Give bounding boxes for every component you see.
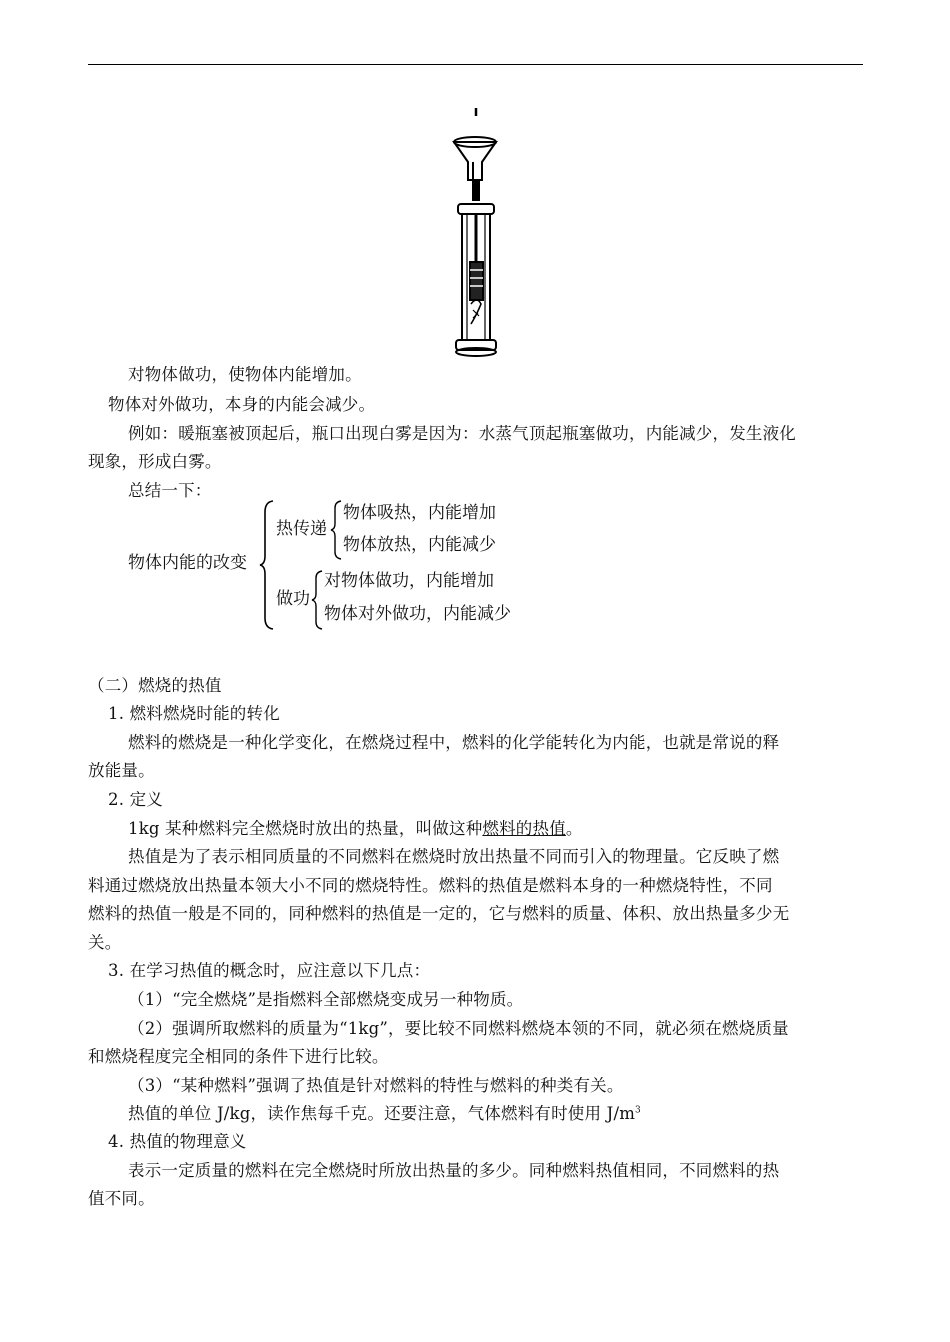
diagram-item: 对物体做功，内能增加: [324, 571, 494, 591]
sub-brace-icon: [311, 570, 323, 630]
diagram-branch-work: 做功: [276, 589, 310, 609]
paragraph: 燃料的热值一般是不同的，同种燃料的热值是一定的，它与燃料的质量、体积、放出热量多少无: [88, 904, 790, 923]
note-item: （1）“完全燃烧”是指燃料全部燃烧变成另一种物质。: [128, 990, 524, 1009]
paragraph: 热值是为了表示相同质量的不同燃料在燃烧时放出热量不同而引入的物理量。它反映了燃: [128, 847, 780, 866]
subsection-heading: 1. 燃料燃烧时能的转化: [108, 704, 280, 723]
paragraph: 关。: [88, 933, 122, 952]
paragraph: 表示一定质量的燃料在完全燃烧时所放出热量的多少。同种燃料热值相同，不同燃料的热: [128, 1161, 780, 1180]
subsection-heading: 3. 在学习热值的概念时，应注意以下几点：: [108, 961, 431, 980]
diagram-root: 物体内能的改变: [128, 553, 247, 573]
header-rule: [88, 64, 863, 65]
sub-brace-icon: [330, 500, 342, 560]
paragraph: 现象，形成白雾。: [88, 452, 222, 471]
paragraph: 燃料的燃烧是一种化学变化，在燃烧过程中，燃料的化学能转化为内能，也就是常说的释: [128, 733, 780, 752]
section-heading: （二）燃烧的热值: [88, 676, 222, 695]
paragraph: 对物体做功，使物体内能增加。: [128, 365, 362, 384]
note-item: 和燃烧程度完全相同的条件下进行比较。: [88, 1047, 389, 1066]
subsection-heading: 4. 热值的物理意义: [108, 1132, 247, 1151]
fire-syringe-illustration: [440, 104, 510, 359]
note-item: （2）强调所取燃料的质量为“1kg”，要比较不同燃料燃烧本领的不同，就必须在燃烧质量: [128, 1019, 789, 1038]
diagram-branch-heat-transfer: 热传递: [276, 519, 327, 539]
diagram-item: 物体对外做功，内能减少: [324, 604, 511, 624]
paragraph: 料通过燃烧放出热量本领大小不同的燃烧特性。燃料的热值是燃料本身的一种燃烧特性，不同: [88, 876, 773, 895]
note-item: （3）“某种燃料”强调了热值是针对燃料的特性与燃料的种类有关。: [128, 1076, 624, 1095]
underlined-term: 燃料的热值: [482, 819, 566, 838]
paragraph: 总结一下：: [128, 481, 212, 500]
paragraph: 放能量。: [88, 761, 155, 780]
paragraph: 值不同。: [88, 1189, 155, 1208]
subsection-heading: 2. 定义: [108, 790, 163, 809]
paragraph: 热值的单位 J/kg，读作焦每千克。还要注意，气体燃料有时使用 $J/m^3$: [128, 1104, 641, 1123]
diagram-item: 物体吸热，内能增加: [343, 503, 496, 523]
main-brace-icon: [259, 500, 275, 630]
diagram-item: 物体放热，内能减少: [343, 535, 496, 555]
paragraph: 1kg 某种燃料完全燃烧时放出的热量，叫做这种燃料的热值。: [128, 819, 583, 838]
paragraph: 物体对外做功，本身的内能会减少。: [108, 395, 376, 414]
paragraph: 例如：暖瓶塞被顶起后，瓶口出现白雾是因为：水蒸气顶起瓶塞做功，内能减少，发生液化: [128, 424, 796, 443]
